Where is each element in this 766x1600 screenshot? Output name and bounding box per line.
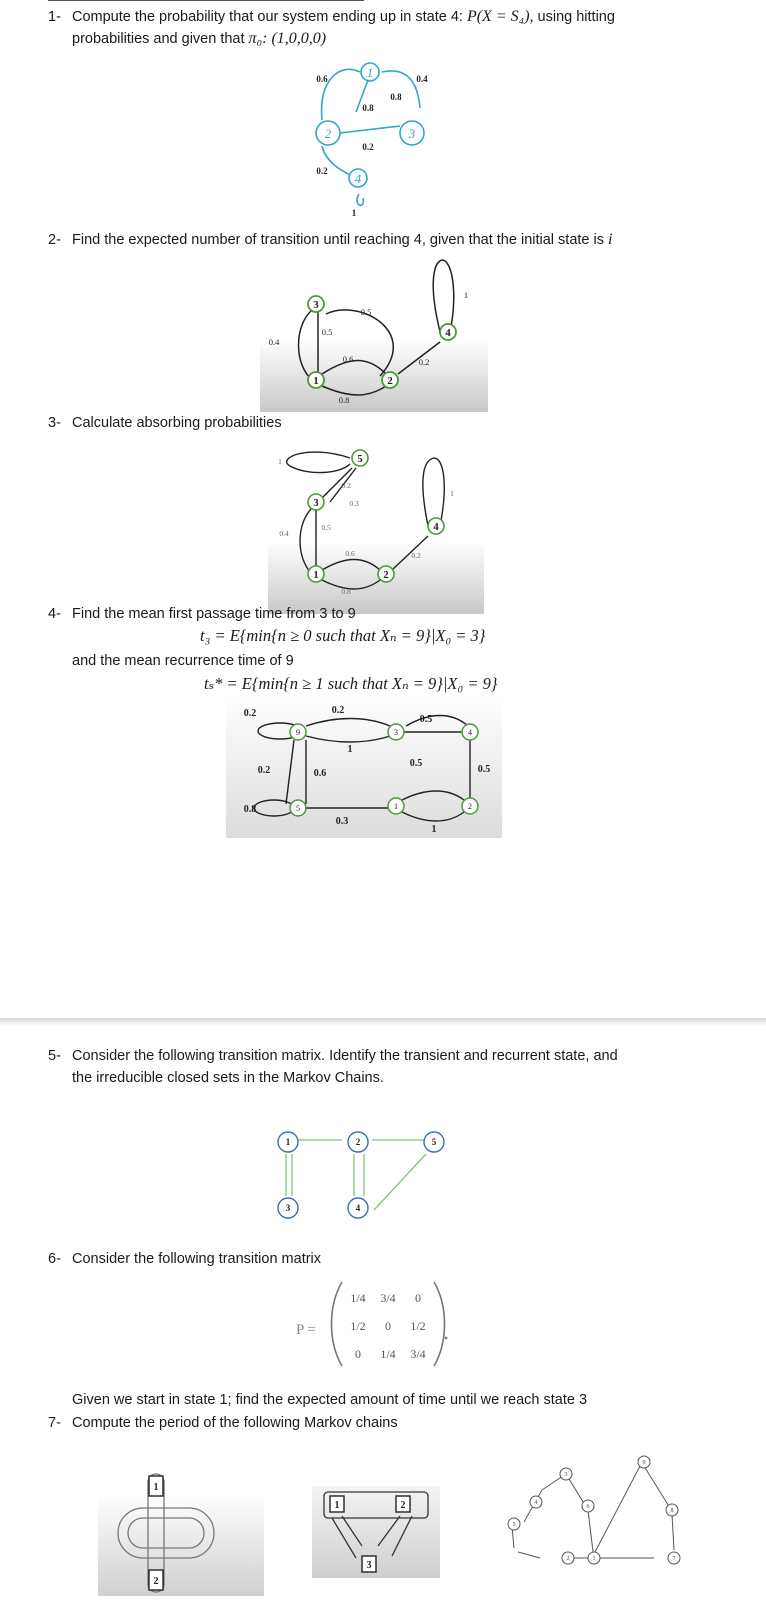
fig7a-state: 2 — [153, 1576, 159, 1587]
figure-1-markov-chain — [280, 58, 460, 220]
page-break — [0, 1018, 766, 1026]
matrix-cell: 0 — [385, 1319, 391, 1333]
fig3-label: 0.2 — [341, 481, 351, 490]
fig4-label: 0.2 — [257, 765, 271, 776]
question-7: 7- Compute the period of the following Markov chains — [48, 1415, 398, 1431]
matrix-period — [445, 1337, 448, 1340]
question-6-continued: Given we start in state 1; find the expected amount of time until we reach state 3 — [72, 1392, 588, 1408]
question-1: 1- Compute the probability that our system ending up in state 4: P(X = S₄), using hitting probabilities and given that π₀: (1,0,0,0) — [48, 8, 615, 47]
fig3-label: 1 — [278, 457, 282, 466]
fig1-label: 0.2 — [316, 166, 328, 176]
matrix-cell: 3/4 — [380, 1291, 396, 1305]
fig5-state: 1 — [285, 1137, 291, 1147]
fig7a-state: 1 — [153, 1482, 159, 1493]
fig7c-state: 1 — [592, 1556, 596, 1562]
fig1-state-1: 1 — [366, 65, 374, 80]
fig4-label: 1 — [347, 744, 353, 755]
fig2-state: 1 — [313, 375, 319, 387]
fig3-label: 0.4 — [279, 529, 289, 538]
transition-matrix — [294, 1276, 474, 1372]
fig4-label: 0.6 — [313, 768, 327, 779]
fig2-label: 0.5 — [360, 307, 372, 317]
fig5-state: 2 — [355, 1137, 361, 1147]
fig7b-state: 3 — [366, 1560, 372, 1571]
question-5: 5- Consider the following transition matrix. Identify the transient and recurrent state, and the irreducible closed sets in the Markov Chains. — [48, 1048, 618, 1086]
fig4-state: 5 — [296, 804, 300, 813]
fig7c-state: 9 — [642, 1460, 646, 1466]
fig4-label: 0.5 — [477, 764, 491, 775]
fig7c-state: 6 — [586, 1504, 590, 1510]
fig2-label: 0.6 — [342, 354, 354, 364]
fig3-label: 0.6 — [345, 549, 355, 558]
fig3-label: 0.5 — [321, 523, 331, 532]
matrix-cell: 3/4 — [410, 1347, 426, 1361]
fig2-label: 0.2 — [418, 357, 430, 367]
fig1-label: 0.4 — [416, 74, 428, 84]
fig1-label: 0.2 — [362, 142, 374, 152]
fig2-state: 3 — [313, 299, 319, 311]
fig2-state: 4 — [445, 327, 451, 339]
fig4-label: 0.5 — [419, 714, 433, 725]
fig1-state-3: 3 — [408, 126, 416, 141]
fig2-label: 0.5 — [321, 327, 333, 337]
formula-first-passage: t₃ = E{min{n ≥ 0 such that Xₙ = 9}|X₀ = 3} — [200, 626, 486, 645]
formula-recurrence: tₛ* = E{min{n ≥ 1 such that Xₙ = 9}|X₀ = 9} — [204, 674, 498, 693]
fig4-label: 1 — [431, 824, 437, 835]
fig4-label: 0.2 — [331, 705, 345, 716]
fig5-state: 5 — [431, 1137, 437, 1147]
fig3-state: 5 — [357, 454, 363, 465]
fig4-state: 4 — [468, 728, 472, 737]
fig1-label: 0.8 — [362, 103, 374, 113]
question-2: 2- Find the expected number of transition until reaching 4, given that the initial state is i — [48, 231, 613, 248]
fig7c-state: 8 — [670, 1508, 674, 1514]
fig4-state: 2 — [468, 802, 472, 811]
figure-3-markov-chain — [268, 446, 484, 614]
fig4-state: 3 — [394, 728, 398, 737]
fig4-label: 0.2 — [243, 708, 257, 719]
fig3-state: 3 — [313, 498, 319, 509]
question-4: 4- Find the mean first passage time from 3 to 9 — [48, 606, 356, 622]
matrix-left-paren — [332, 1282, 343, 1366]
figure-4-markov-chain — [226, 696, 502, 838]
matrix-cell: 0 — [355, 1347, 361, 1361]
matrix-cell: 1/2 — [350, 1319, 366, 1333]
fig3-state: 1 — [313, 570, 319, 581]
fig3-label: 0.2 — [411, 551, 421, 560]
question-6: 6- Consider the following transition matrix — [48, 1251, 322, 1267]
fig3-state: 2 — [383, 570, 389, 581]
fig7c-state: 3 — [564, 1472, 568, 1478]
fig3-label: 1 — [450, 489, 454, 498]
fig4-state: 1 — [394, 802, 398, 811]
fig5-state: 3 — [285, 1203, 291, 1213]
fig1-label: 1 — [351, 208, 357, 218]
question-3: 3- Calculate absorbing probabilities — [48, 415, 282, 431]
fig7b-state: 1 — [334, 1500, 340, 1511]
question-4-continued: and the mean recurrence time of 9 — [72, 653, 294, 669]
fig4-label: 0.8 — [243, 804, 257, 815]
fig4-label: 0.5 — [409, 758, 423, 769]
figure-7c-markov-chain — [494, 1450, 682, 1580]
top-rule — [48, 0, 364, 1]
fig4-state: 9 — [296, 728, 300, 737]
fig7c-state: 4 — [534, 1500, 538, 1506]
fig1-label: 0.6 — [316, 74, 328, 84]
fig5-state: 4 — [355, 1203, 361, 1213]
fig1-state-2: 2 — [324, 126, 332, 141]
fig3-label: 0.3 — [349, 499, 359, 508]
matrix-right-paren — [434, 1282, 445, 1366]
figure-7a-markov-chain — [98, 1470, 264, 1596]
matrix-cell: 1/2 — [410, 1319, 426, 1333]
matrix-label: P = — [296, 1322, 316, 1338]
fig7c-state: 7 — [672, 1556, 676, 1562]
figure-2-markov-chain — [260, 252, 488, 412]
matrix-cell: 0 — [415, 1291, 421, 1305]
fig3-label: 0.8 — [341, 587, 351, 596]
fig1-state-4: 4 — [354, 171, 362, 186]
figure-7b-markov-chain — [312, 1486, 440, 1578]
fig1-label: 0.8 — [390, 92, 402, 102]
fig2-label: 0.8 — [338, 395, 350, 405]
matrix-cell: 1/4 — [350, 1291, 366, 1305]
fig4-label: 0.3 — [335, 816, 349, 827]
fig3-state: 4 — [433, 522, 439, 533]
fig2-label: 0.4 — [268, 337, 280, 347]
fig7c-state: 5 — [512, 1522, 516, 1528]
fig2-state: 2 — [387, 375, 393, 387]
matrix-cell: 1/4 — [380, 1347, 396, 1361]
fig2-label: 1 — [463, 290, 469, 300]
fig7c-state: 2 — [566, 1556, 570, 1562]
fig7b-state: 2 — [400, 1500, 406, 1511]
figure-5-markov-chain — [266, 1120, 466, 1230]
